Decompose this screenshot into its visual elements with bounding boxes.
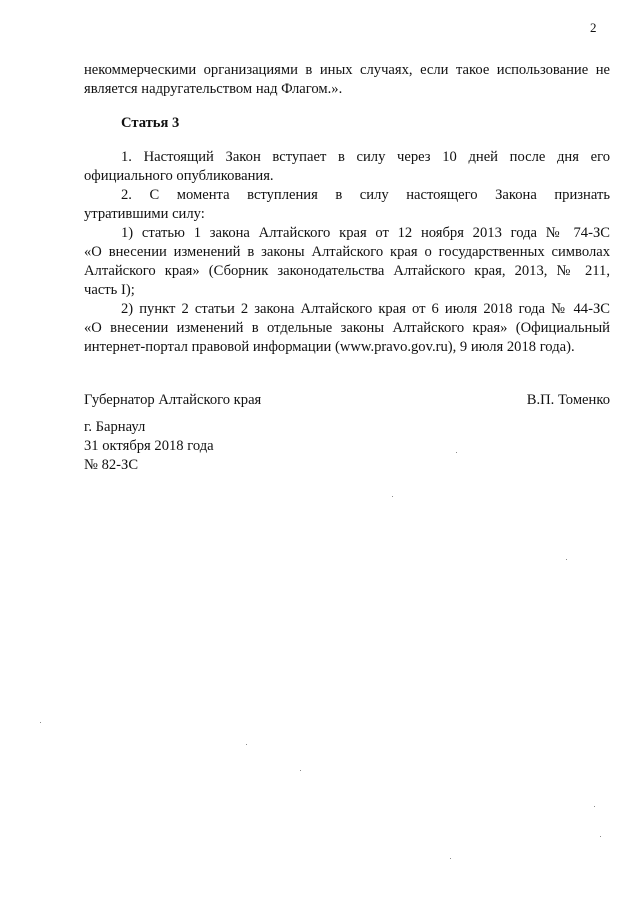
signatory-name: В.П. Томенко (526, 392, 610, 408)
sub1-line-2: «О внесении изменений в законы Алтайского края о государственных символах (84, 244, 610, 260)
signatory-title: Губернатор Алтайского края (84, 392, 262, 408)
law-number: № 82-ЗС (84, 457, 139, 473)
article-body (84, 148, 610, 357)
page-number: 2 (590, 20, 597, 35)
scan-speck (456, 452, 457, 453)
place-and-date (84, 418, 214, 475)
sub1-line-1: 1) статью 1 закона Алтайского края от 12 ноября 2013 года № 74-ЗС (121, 225, 610, 241)
item1-line-1: 1. Настоящий Закон вступает в силу через 10 дней после дня его (121, 149, 610, 165)
continuation-line-2: является надругательством над Флагом.». (84, 81, 343, 97)
scan-speck (450, 858, 451, 859)
scan-speck (40, 722, 41, 723)
article-heading: Статья 3 (121, 115, 180, 131)
scan-speck (300, 770, 301, 771)
sub2-line-2: «О внесении изменений в отдельные законы Алтайского края» (Официальный (84, 320, 610, 336)
item1-line-2: официального опубликования. (84, 168, 274, 184)
scan-speck (600, 836, 601, 837)
item2-line-2: утратившими силу: (84, 206, 205, 222)
continuation-paragraph (84, 61, 610, 99)
scan-speck (392, 496, 393, 497)
scan-speck (246, 744, 247, 745)
item2-line-1: 2. С момента вступления в силу настоящего Закона признать (121, 187, 610, 203)
sub1-line-3: Алтайского края» (Сборник законодательства Алтайского края, 2013, № 211, (84, 263, 610, 279)
date: 31 октября 2018 года (84, 438, 214, 454)
sub1-line-4: часть I); (84, 282, 135, 298)
city: г. Барнаул (84, 419, 146, 435)
sub2-line-3: интернет-портал правовой информации (www.pravo.gov.ru), 9 июля 2018 года). (84, 339, 575, 355)
scan-speck (566, 559, 567, 560)
scan-speck (594, 806, 595, 807)
sub2-line-1: 2) пункт 2 статьи 2 закона Алтайского края от 6 июля 2018 года № 44-ЗС (121, 301, 610, 317)
continuation-line-1: некоммерческими организациями в иных случаях, если такое использование не (84, 62, 610, 78)
